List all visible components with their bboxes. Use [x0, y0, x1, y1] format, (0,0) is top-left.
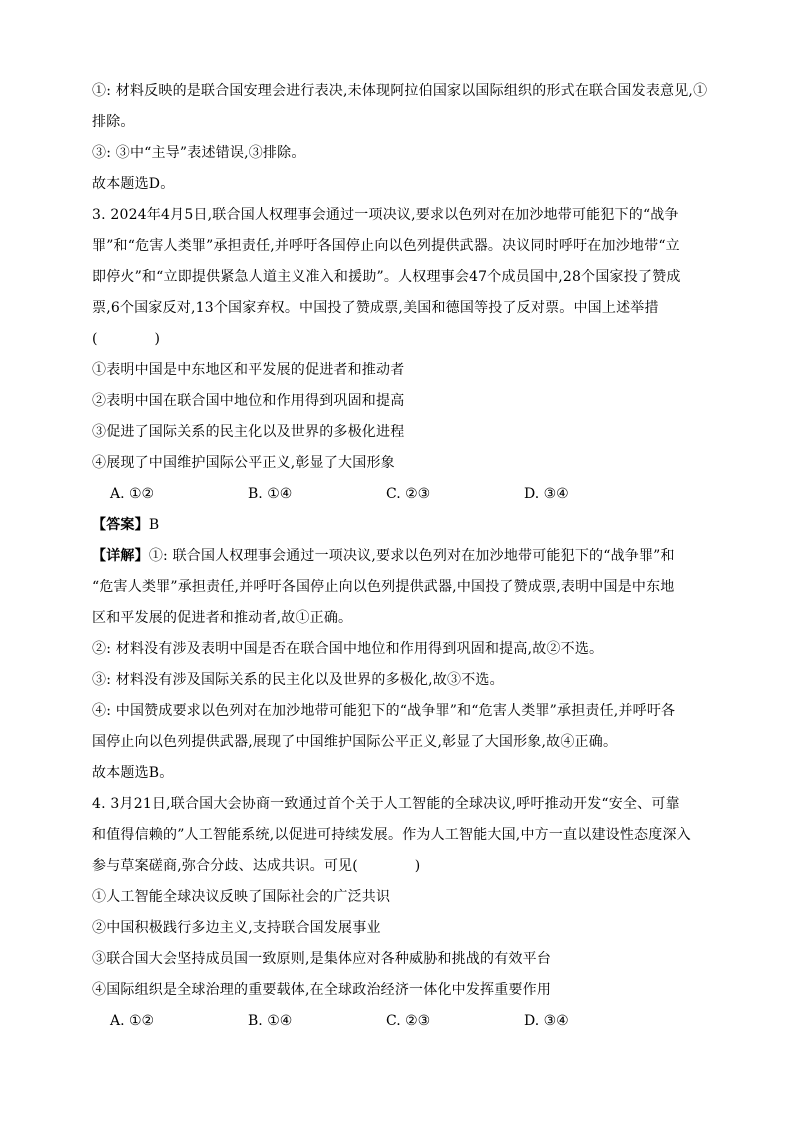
prev-conclusion: 故本题选D。: [92, 176, 175, 192]
question-3: [92, 200, 718, 789]
q3-detail-line: “危害人类罪”承担责任,并呼吁各国停止向以色列提供武器,中国投了赞成票,表明中国是中东地: [92, 579, 675, 595]
q3-option-b: B. ①④: [248, 486, 293, 502]
q4-stem-line: 和值得信赖的”人工智能系统,以促进可持续发展。作为人工智能大国,中方一直以建设性态度深入: [92, 827, 691, 843]
q3-item: ①表明中国是中东地区和平发展的促进者和推动者: [92, 362, 405, 378]
q3-detail-line: 国停止向以色列提供武器,展现了中国维护国际公平正义,彰显了大国形象,故④正确。: [92, 734, 618, 750]
q4-option-c: C. ②③: [386, 1013, 431, 1029]
q3-options: [92, 479, 718, 510]
q3-stem-line: 即停火”和“立即提供紧急人道主义准入和援助”。人权理事会47个成员国中,28个国家投了赞成: [92, 269, 681, 285]
q3-option-d: D. ③④: [524, 486, 569, 502]
q4-item: ③联合国大会坚持成员国一致原则,是集体应对各种威胁和挑战的有效平台: [92, 951, 552, 967]
q4-stem-line: 参与草案磋商,弥合分歧、达成共识。可见( ): [92, 858, 421, 874]
q3-option-c: C. ②③: [386, 486, 431, 502]
prev-explanation-line: ③: ③中“主导”表述错误,③排除。: [92, 145, 306, 161]
q3-detail-line: ③: 材料没有涉及国际关系的民主化以及世界的多极化,故③不选。: [92, 672, 504, 688]
q3-detail-line: [92, 541, 718, 572]
document-page: [92, 76, 718, 1037]
answer-tag: 【答案】: [92, 517, 149, 533]
q3-option-a: A. ①②: [110, 486, 155, 502]
q4-option-a: A. ①②: [110, 1013, 155, 1029]
q3-item: ③促进了国际关系的民主化以及世界的多极化进程: [92, 424, 405, 440]
q4-stem-line: 4. 3月21日,联合国大会协商一致通过首个关于人工智能的全球决议,呼吁推动开发“安全、可靠: [92, 796, 680, 812]
q3-answer: [92, 510, 718, 541]
q3-detail-line: ②: 材料没有涉及表明中国是否在联合国中地位和作用得到巩固和提高,故②不选。: [92, 641, 604, 657]
q3-stem-line: 票,6个国家反对,13个国家弃权。中国投了赞成票,美国和德国等投了反对票。中国上述举措: [92, 300, 659, 316]
q3-item: ④展现了中国维护国际公平正义,彰显了大国形象: [92, 455, 395, 471]
q4-item: ②中国积极践行多边主义,支持联合国发展事业: [92, 920, 381, 936]
answer-value: B: [148, 517, 160, 533]
prev-explanation-line: ①: 材料反映的是联合国安理会进行表决,未体现阿拉伯国家以国际组织的形式在联合国发表意见,①: [92, 83, 708, 99]
q3-item: ②表明中国在联合国中地位和作用得到巩固和提高: [92, 393, 405, 409]
q3-detail-line: 区和平发展的促进者和推动者,故①正确。: [92, 610, 353, 626]
q4-item: ①人工智能全球决议反映了国际社会的广泛共识: [92, 889, 391, 905]
q3-answer-blank: ( ): [92, 331, 161, 347]
q3-stem-line: 3. 2024年4月5日,联合国人权理事会通过一项决议,要求以色列对在加沙地带可能犯下的“战争: [92, 207, 679, 223]
q3-detail-line: ④: 中国赞成要求以色列对在加沙地带可能犯下的“战争罪”和“危害人类罪”承担责任,并呼吁各: [92, 703, 676, 719]
q4-option-b: B. ①④: [248, 1013, 293, 1029]
prev-explanation-line: 排除。: [92, 114, 135, 130]
question-4: [92, 789, 718, 1037]
q4-item: ④国际组织是全球治理的重要载体,在全球政治经济一体化中发挥重要作用: [92, 982, 552, 998]
q3-stem-line: 罪”和“危害人类罪”承担责任,并呼吁各国停止向以色列提供武器。决议同时呼吁在加沙地带“立: [92, 238, 680, 254]
q3-conclusion: 故本题选B。: [92, 765, 174, 781]
detail-text: ①: 联合国人权理事会通过一项决议,要求以色列对在加沙地带可能犯下的“战争罪”和: [148, 548, 675, 564]
detail-tag: 【详解】: [92, 548, 149, 564]
q4-option-d: D. ③④: [524, 1013, 569, 1029]
q4-options: [92, 1006, 718, 1037]
